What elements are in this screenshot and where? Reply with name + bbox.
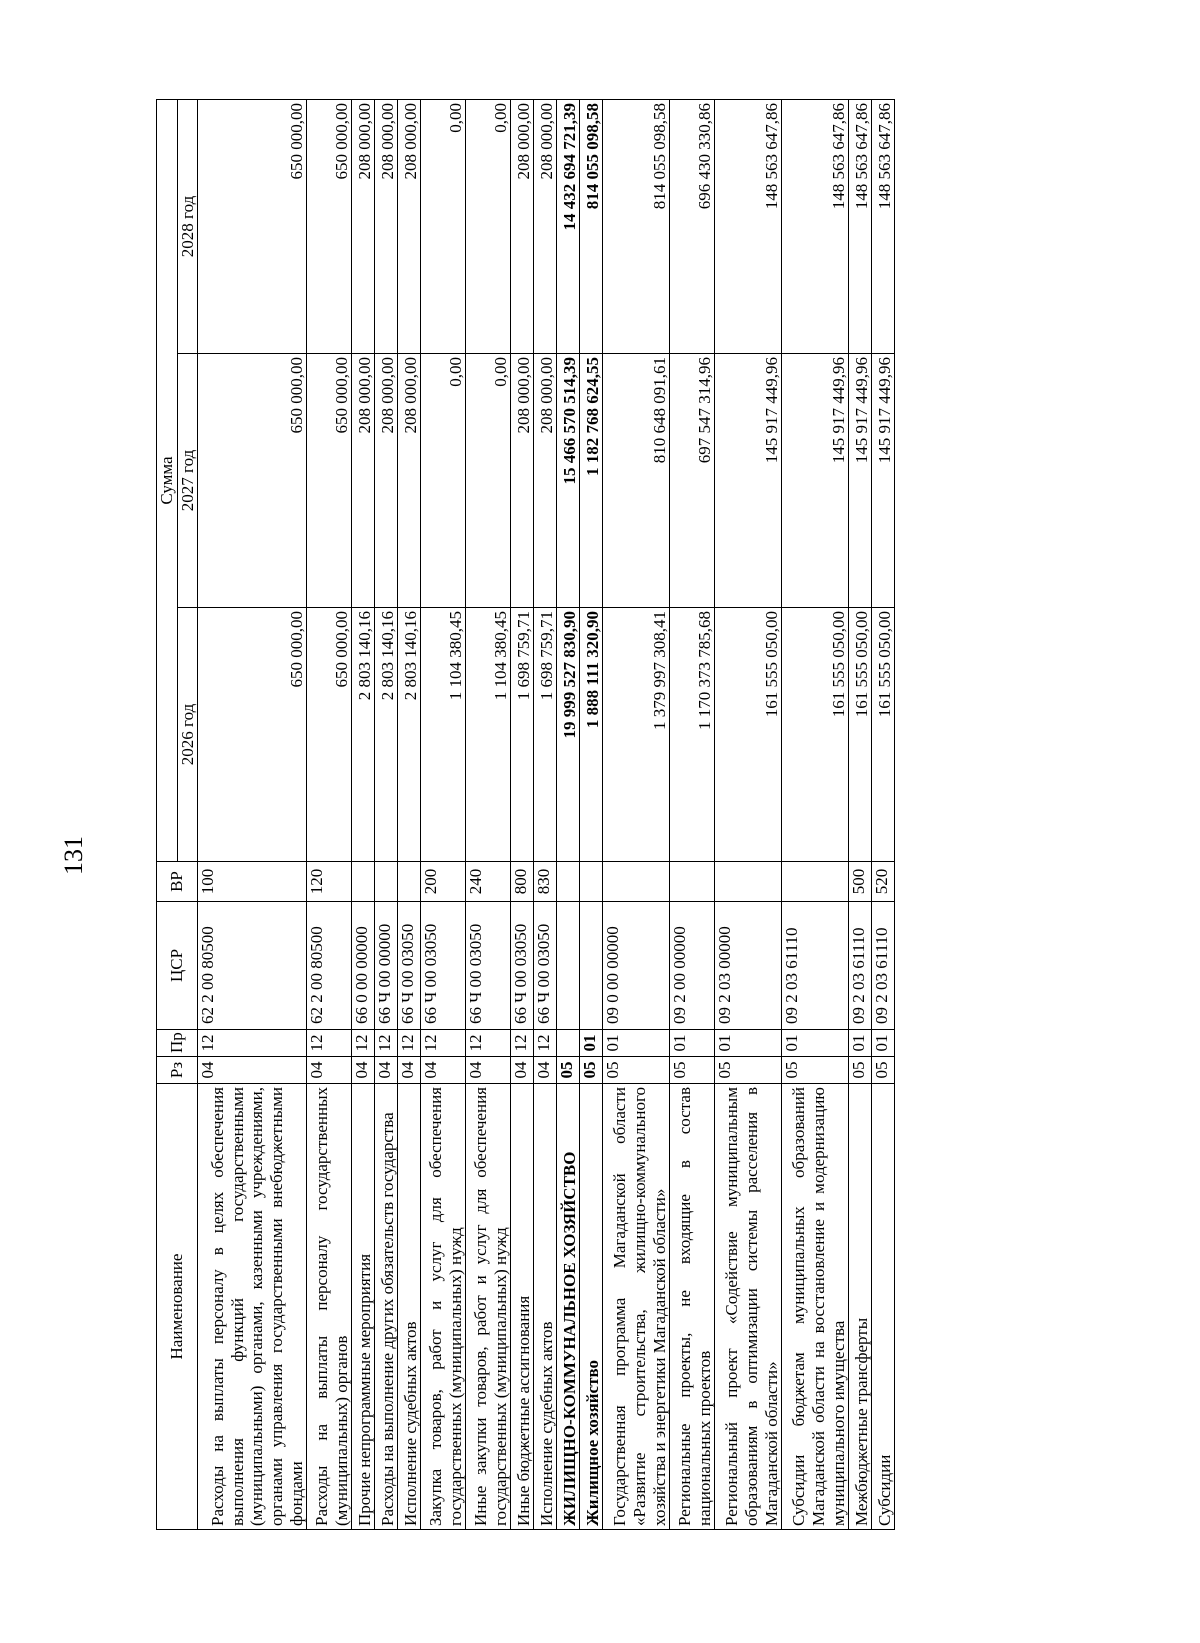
cell-csr: 09 2 03 61110 bbox=[849, 902, 872, 1030]
cell-vr: 500 bbox=[849, 862, 872, 902]
header-pr: Пр bbox=[157, 1030, 198, 1057]
cell-2026: 161 555 050,00 bbox=[782, 608, 849, 862]
cell-pr: 12 bbox=[466, 1030, 511, 1057]
cell-name: Исполнение судебных актов bbox=[398, 1084, 421, 1530]
cell-2026: 1 888 111 320,90 bbox=[580, 608, 603, 862]
cell-pr: 12 bbox=[307, 1030, 352, 1057]
cell-vr bbox=[375, 862, 398, 902]
cell-csr: 66 Ч 00 00000 bbox=[375, 902, 398, 1030]
table-row bbox=[534, 99, 557, 1529]
cell-pr: 01 bbox=[872, 1030, 895, 1057]
cell-2028: 148 563 647,86 bbox=[782, 99, 849, 353]
cell-rz: 05 bbox=[872, 1057, 895, 1084]
cell-2027: 208 000,00 bbox=[398, 354, 421, 608]
cell-2026: 650 000,00 bbox=[198, 608, 307, 862]
cell-pr: 01 bbox=[782, 1030, 849, 1057]
cell-vr: 100 bbox=[198, 862, 307, 902]
table-row bbox=[511, 99, 534, 1529]
cell-2026: 161 555 050,00 bbox=[715, 608, 782, 862]
cell-2027: 145 917 449,96 bbox=[715, 354, 782, 608]
cell-pr: 12 bbox=[398, 1030, 421, 1057]
cell-vr bbox=[782, 862, 849, 902]
cell-pr: 12 bbox=[421, 1030, 466, 1057]
cell-2028: 814 055 098,58 bbox=[603, 99, 670, 353]
cell-rz: 04 bbox=[375, 1057, 398, 1084]
cell-2028: 148 563 647,86 bbox=[715, 99, 782, 353]
cell-2026: 1 698 759,71 bbox=[534, 608, 557, 862]
table-body bbox=[198, 99, 895, 1529]
cell-csr: 09 2 03 00000 bbox=[715, 902, 782, 1030]
cell-vr: 830 bbox=[534, 862, 557, 902]
cell-vr: 800 bbox=[511, 862, 534, 902]
cell-name: Иные бюджетные ассигнования bbox=[511, 1084, 534, 1530]
cell-2028: 650 000,00 bbox=[307, 99, 352, 353]
header-2028: 2028 год bbox=[177, 99, 198, 353]
cell-name: Расходы на выплаты персоналу в целях обеспечения выполнения функций государственными (муниципальными) органами, казенными учреждениями, органами управления государственными внебюджетными фондами bbox=[198, 1084, 307, 1530]
page-number: 131 bbox=[59, 836, 88, 875]
cell-vr bbox=[557, 862, 580, 902]
cell-name: Государственная программа Магаданской области «Развитие строительства, жилищно-коммунального хозяйства и энергетики Магаданской области» bbox=[603, 1084, 670, 1530]
cell-pr: 01 bbox=[603, 1030, 670, 1057]
header-row-1 bbox=[157, 99, 178, 1529]
cell-2028: 208 000,00 bbox=[375, 99, 398, 353]
table-row bbox=[603, 99, 670, 1529]
cell-2026: 2 803 140,16 bbox=[375, 608, 398, 862]
cell-vr bbox=[715, 862, 782, 902]
header-2027: 2027 год bbox=[177, 354, 198, 608]
cell-name: Субсидии бюджетам муниципальных образований Магаданской области на восстановление и модернизацию муниципального имущества bbox=[782, 1084, 849, 1530]
cell-rz: 04 bbox=[511, 1057, 534, 1084]
cell-csr: 66 Ч 00 03050 bbox=[398, 902, 421, 1030]
table-row bbox=[466, 99, 511, 1529]
cell-2028: 208 000,00 bbox=[511, 99, 534, 353]
cell-csr: 66 Ч 00 03050 bbox=[466, 902, 511, 1030]
table-row bbox=[375, 99, 398, 1529]
header-rz: Рз bbox=[157, 1057, 198, 1084]
cell-2026: 2 803 140,16 bbox=[398, 608, 421, 862]
cell-2028: 148 563 647,86 bbox=[849, 99, 872, 353]
cell-name: Иные закупки товаров, работ и услуг для обеспечения государственных (муниципальных) нужд bbox=[466, 1084, 511, 1530]
cell-2027: 145 917 449,96 bbox=[849, 354, 872, 608]
cell-pr bbox=[557, 1030, 580, 1057]
cell-csr: 66 Ч 00 03050 bbox=[511, 902, 534, 1030]
table-row bbox=[872, 99, 895, 1529]
cell-name: Прочие непрограммные мероприятия bbox=[352, 1084, 375, 1530]
cell-pr: 12 bbox=[198, 1030, 307, 1057]
table-row bbox=[557, 99, 580, 1529]
cell-pr: 12 bbox=[352, 1030, 375, 1057]
table-row bbox=[849, 99, 872, 1529]
cell-name: ЖИЛИЩНО-КОММУНАЛЬНОЕ ХОЗЯЙСТВО bbox=[557, 1084, 580, 1530]
cell-csr: 66 Ч 00 03050 bbox=[421, 902, 466, 1030]
cell-pr: 01 bbox=[715, 1030, 782, 1057]
rotated-table-wrapper bbox=[156, 100, 1036, 1530]
cell-rz: 04 bbox=[398, 1057, 421, 1084]
table-row bbox=[352, 99, 375, 1529]
table-row bbox=[307, 99, 352, 1529]
cell-2026: 1 104 380,45 bbox=[421, 608, 466, 862]
cell-pr: 12 bbox=[511, 1030, 534, 1057]
cell-2027: 810 648 091,61 bbox=[603, 354, 670, 608]
cell-name: Исполнение судебных актов bbox=[534, 1084, 557, 1530]
table-row bbox=[421, 99, 466, 1529]
cell-2028: 14 432 694 721,39 bbox=[557, 99, 580, 353]
cell-pr: 01 bbox=[849, 1030, 872, 1057]
header-name: Наименование bbox=[157, 1084, 198, 1530]
cell-vr bbox=[670, 862, 715, 902]
cell-2027: 1 182 768 624,55 bbox=[580, 354, 603, 608]
cell-2026: 161 555 050,00 bbox=[849, 608, 872, 862]
cell-name: Межбюджетные трансферты bbox=[849, 1084, 872, 1530]
header-csr: ЦСР bbox=[157, 902, 198, 1030]
cell-csr: 09 2 03 61110 bbox=[782, 902, 849, 1030]
cell-2027: 0,00 bbox=[466, 354, 511, 608]
cell-name: Региональные проекты, не входящие в состав национальных проектов bbox=[670, 1084, 715, 1530]
budget-table bbox=[156, 99, 895, 1530]
cell-csr bbox=[557, 902, 580, 1030]
cell-pr: 12 bbox=[534, 1030, 557, 1057]
cell-2027: 697 547 314,96 bbox=[670, 354, 715, 608]
cell-csr: 09 0 00 00000 bbox=[603, 902, 670, 1030]
cell-2027: 208 000,00 bbox=[511, 354, 534, 608]
cell-vr: 240 bbox=[466, 862, 511, 902]
cell-2028: 650 000,00 bbox=[198, 99, 307, 353]
cell-2027: 208 000,00 bbox=[352, 354, 375, 608]
cell-csr: 66 0 00 00000 bbox=[352, 902, 375, 1030]
header-vr: ВР bbox=[157, 862, 198, 902]
cell-2026: 1 170 373 785,68 bbox=[670, 608, 715, 862]
cell-rz: 04 bbox=[352, 1057, 375, 1084]
table-row bbox=[782, 99, 849, 1529]
cell-vr bbox=[398, 862, 421, 902]
cell-vr: 120 bbox=[307, 862, 352, 902]
cell-name: Жилищное хозяйство bbox=[580, 1084, 603, 1530]
cell-2026: 19 999 527 830,90 bbox=[557, 608, 580, 862]
cell-name: Субсидии bbox=[872, 1084, 895, 1530]
cell-name: Региональный проект «Содействие муниципальным образованиям в оптимизации системы расселения в Магаданской области» bbox=[715, 1084, 782, 1530]
cell-pr: 01 bbox=[580, 1030, 603, 1057]
cell-2028: 696 430 330,86 bbox=[670, 99, 715, 353]
cell-2027: 650 000,00 bbox=[307, 354, 352, 608]
cell-vr bbox=[603, 862, 670, 902]
cell-csr: 09 2 00 00000 bbox=[670, 902, 715, 1030]
cell-2027: 208 000,00 bbox=[375, 354, 398, 608]
cell-rz: 04 bbox=[534, 1057, 557, 1084]
cell-rz: 05 bbox=[849, 1057, 872, 1084]
cell-rz: 04 bbox=[421, 1057, 466, 1084]
cell-rz: 05 bbox=[557, 1057, 580, 1084]
cell-name: Расходы на выполнение других обязательств государства bbox=[375, 1084, 398, 1530]
cell-2026: 2 803 140,16 bbox=[352, 608, 375, 862]
table-row bbox=[715, 99, 782, 1529]
cell-2028: 208 000,00 bbox=[534, 99, 557, 353]
cell-pr: 01 bbox=[670, 1030, 715, 1057]
cell-vr: 520 bbox=[872, 862, 895, 902]
table-row bbox=[198, 99, 307, 1529]
cell-2026: 650 000,00 bbox=[307, 608, 352, 862]
cell-2026: 1 698 759,71 bbox=[511, 608, 534, 862]
header-2026: 2026 год bbox=[177, 608, 198, 862]
cell-name: Закупка товаров, работ и услуг для обеспечения государственных (муниципальных) нужд bbox=[421, 1084, 466, 1530]
cell-rz: 05 bbox=[580, 1057, 603, 1084]
cell-2027: 208 000,00 bbox=[534, 354, 557, 608]
table-row bbox=[398, 99, 421, 1529]
cell-2027: 145 917 449,96 bbox=[782, 354, 849, 608]
cell-csr: 66 Ч 00 03050 bbox=[534, 902, 557, 1030]
cell-2028: 148 563 647,86 bbox=[872, 99, 895, 353]
cell-vr bbox=[352, 862, 375, 902]
cell-2028: 0,00 bbox=[466, 99, 511, 353]
cell-rz: 05 bbox=[603, 1057, 670, 1084]
cell-rz: 05 bbox=[782, 1057, 849, 1084]
cell-2027: 650 000,00 bbox=[198, 354, 307, 608]
cell-rz: 04 bbox=[307, 1057, 352, 1084]
cell-pr: 12 bbox=[375, 1030, 398, 1057]
cell-rz: 05 bbox=[670, 1057, 715, 1084]
cell-2027: 145 917 449,96 bbox=[872, 354, 895, 608]
cell-rz: 04 bbox=[466, 1057, 511, 1084]
cell-2026: 1 379 997 308,41 bbox=[603, 608, 670, 862]
cell-csr: 09 2 03 61110 bbox=[872, 902, 895, 1030]
cell-rz: 04 bbox=[198, 1057, 307, 1084]
cell-2028: 208 000,00 bbox=[352, 99, 375, 353]
cell-vr: 200 bbox=[421, 862, 466, 902]
cell-csr: 62 2 00 80500 bbox=[307, 902, 352, 1030]
table-row bbox=[670, 99, 715, 1529]
cell-name: Расходы на выплаты персоналу государственных (муниципальных) органов bbox=[307, 1084, 352, 1530]
cell-2026: 1 104 380,45 bbox=[466, 608, 511, 862]
cell-2026: 161 555 050,00 bbox=[872, 608, 895, 862]
cell-2027: 15 466 570 514,39 bbox=[557, 354, 580, 608]
header-sum: Сумма bbox=[157, 99, 178, 861]
cell-csr bbox=[580, 902, 603, 1030]
cell-2028: 0,00 bbox=[421, 99, 466, 353]
cell-vr bbox=[580, 862, 603, 902]
cell-rz: 05 bbox=[715, 1057, 782, 1084]
cell-2028: 208 000,00 bbox=[398, 99, 421, 353]
cell-csr: 62 2 00 80500 bbox=[198, 902, 307, 1030]
cell-2027: 0,00 bbox=[421, 354, 466, 608]
table-row bbox=[580, 99, 603, 1529]
cell-2028: 814 055 098,58 bbox=[580, 99, 603, 353]
